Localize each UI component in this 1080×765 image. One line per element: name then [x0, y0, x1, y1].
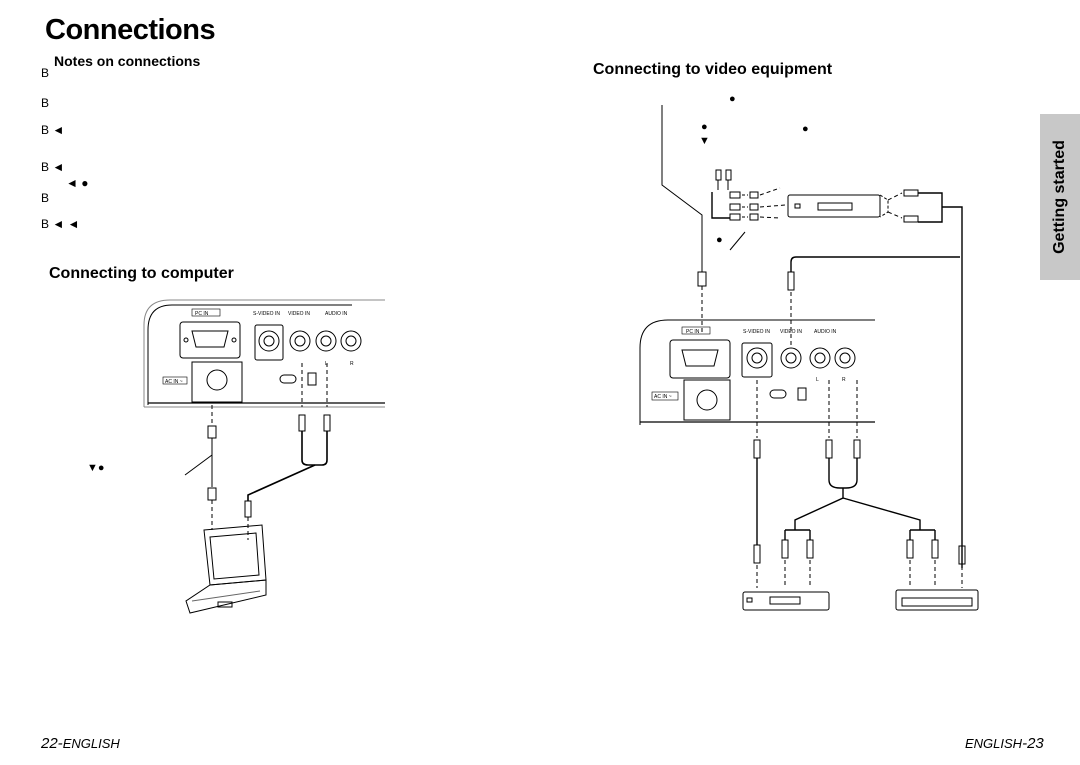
note-bullet: ◄ ●	[66, 176, 89, 190]
video-in-port	[290, 331, 310, 351]
audio-plug	[324, 415, 330, 431]
pc-in-port	[670, 340, 730, 378]
dot-symbol: ●	[701, 121, 708, 133]
audio-in-l-port	[316, 331, 336, 351]
audio-in-l-port	[810, 348, 830, 368]
video-source-device	[788, 195, 880, 217]
dot-symbol: ●	[716, 234, 723, 246]
vga-plug	[208, 488, 216, 500]
note-bullet: B ◄	[41, 160, 65, 174]
vga-plug	[208, 426, 216, 438]
footer-left-page-number: 22-ENGLISH	[41, 735, 120, 752]
vcr-device	[743, 592, 829, 610]
s-video-label: S-VIDEO IN	[743, 329, 770, 335]
ac-in-socket	[684, 380, 730, 420]
pc-in-port	[180, 322, 240, 358]
audio-in-r-port	[835, 348, 855, 368]
video-deck-device	[896, 590, 978, 610]
audio-r-label: R	[350, 361, 354, 367]
callout-line	[662, 105, 702, 272]
d-sub-connector-icon	[682, 350, 718, 366]
computer-connection-diagram	[140, 295, 390, 620]
note-bullet: B	[41, 96, 50, 110]
audio-l-label: L	[325, 361, 328, 367]
dot-symbol: ●	[802, 123, 809, 135]
pc-in-label: PC IN	[195, 311, 209, 317]
dot-symbol: ●	[729, 93, 736, 105]
video-connection-diagram	[630, 100, 990, 615]
side-tab-getting-started	[1040, 114, 1080, 280]
note-bullet: B ◄	[41, 123, 65, 137]
ac-in-label: AC IN ~	[654, 394, 672, 400]
pc-in-label: PC IN	[686, 329, 700, 335]
s-video-port	[747, 348, 767, 368]
notes-heading: Notes on connections	[54, 53, 201, 69]
lock-icon	[308, 373, 316, 385]
video-heading: Connecting to video equipment	[593, 61, 833, 78]
audio-in-r-port	[341, 331, 361, 351]
audio-r-label: R	[842, 377, 846, 383]
audio-l-label: L	[816, 377, 819, 383]
side-tab-label: Getting started	[1051, 140, 1068, 254]
note-bullet: B	[41, 191, 50, 205]
s-video-port	[259, 331, 279, 351]
audio-in-label: AUDIO IN	[325, 311, 348, 317]
triangle-dot-symbols: ▼●	[87, 462, 105, 474]
lock-icon	[798, 388, 806, 400]
video-in-label: VIDEO IN	[780, 329, 802, 335]
s-video-label: S-VIDEO IN	[253, 311, 280, 317]
video-in-port	[781, 348, 801, 368]
note-bullet: B	[41, 66, 50, 80]
note-bullet: B ◄ ◄	[41, 217, 80, 231]
computer-heading: Connecting to computer	[49, 265, 234, 282]
video-in-label: VIDEO IN	[288, 311, 310, 317]
audio-in-label: AUDIO IN	[814, 329, 837, 335]
projector-panel-outline	[148, 305, 352, 405]
d-sub-connector-icon	[192, 331, 228, 347]
triangle-symbol: ▼	[699, 135, 710, 147]
page-title: Connections	[45, 14, 216, 46]
audio-plug	[299, 415, 305, 431]
ac-in-socket	[192, 362, 242, 402]
ac-in-label: AC IN ~	[165, 379, 183, 385]
indicator-slot	[280, 375, 296, 383]
footer-right-page-number: ENGLISH-23	[965, 735, 1044, 752]
